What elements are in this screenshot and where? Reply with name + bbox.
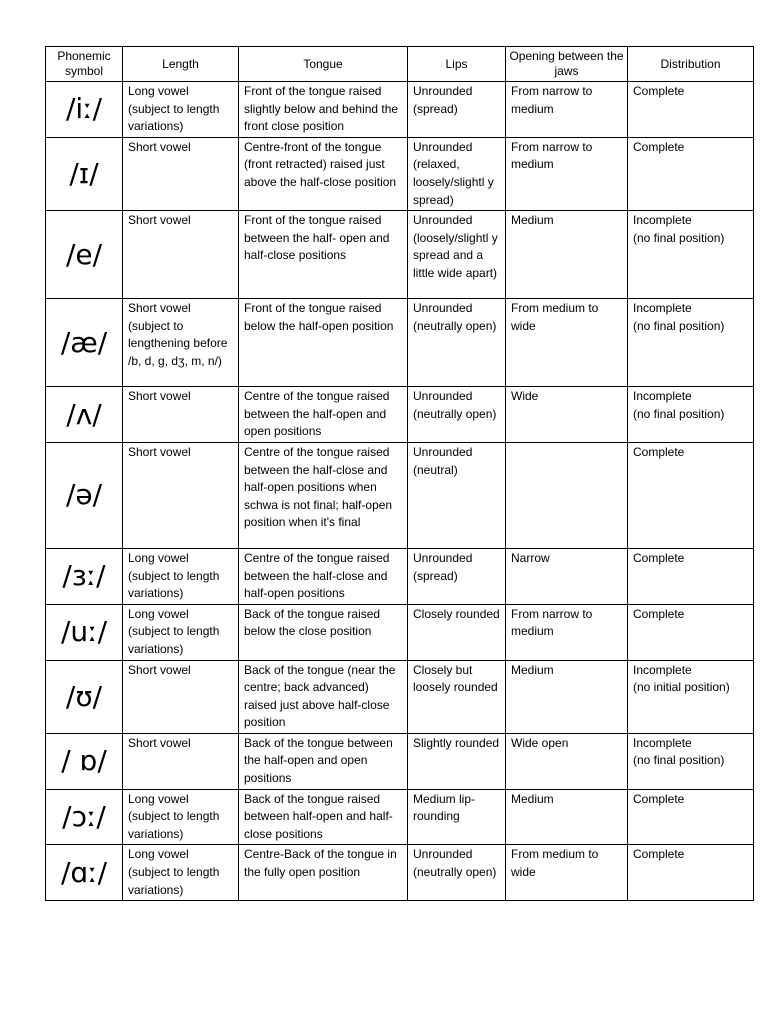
lips-cell	[408, 137, 506, 210]
length-cell	[123, 733, 239, 789]
phonemic-symbol-cell: /ə/	[46, 442, 123, 548]
length-cell	[123, 137, 239, 210]
phonemic-symbol-cell: /ɑː/	[46, 845, 123, 901]
phonemic-symbol-cell: /ʊ/	[46, 660, 123, 733]
distribution-cell	[628, 387, 754, 443]
distribution-cell-text: Complete	[633, 84, 685, 98]
header-row	[46, 47, 754, 82]
tongue-cell-text: Back of the tongue between the half-open and open positions	[244, 735, 393, 786]
jaw-opening-cell-text: From medium to wide	[511, 847, 599, 880]
tongue-cell-text: Back of the tongue raised below the close position	[244, 606, 381, 639]
length-cell-text: Short vowel	[128, 444, 191, 459]
phonemic-symbol-cell: /ʌ/	[46, 387, 123, 443]
length-cell	[123, 604, 239, 660]
tongue-cell-text: Front of the tongue raised below the half-open position	[244, 301, 394, 333]
table-row	[46, 789, 754, 845]
lips-cell	[408, 845, 506, 901]
lips-cell-text: Unrounded (neutral)	[413, 444, 473, 477]
length-cell-text: Short vowel	[128, 389, 191, 404]
lips-cell-text: Slightly rounded	[413, 735, 500, 750]
length-cell	[123, 442, 239, 548]
table-row	[46, 733, 754, 789]
lips-cell-text: Unrounded (neutrally open)	[413, 389, 497, 421]
jaw-opening-cell	[506, 733, 628, 789]
distribution-cell-text: Incomplete (no final position)	[633, 213, 725, 245]
distribution-cell-text: Complete	[633, 444, 685, 459]
vowel-table	[45, 46, 754, 901]
header-distribution: Distribution	[628, 47, 754, 82]
distribution-cell	[628, 442, 754, 548]
tongue-cell-text: Front of the tongue raised between the half- open and half-close positions	[244, 213, 390, 263]
header-lips: Lips	[408, 47, 506, 82]
distribution-cell-text: Complete	[633, 550, 685, 565]
jaw-opening-cell-text: From narrow to medium	[511, 139, 593, 172]
lips-cell-text: Unrounded (neutrally open)	[413, 301, 497, 333]
tongue-cell	[239, 299, 408, 387]
distribution-cell	[628, 211, 754, 299]
jaw-opening-cell-text: Wide open	[511, 735, 569, 750]
table-row	[46, 137, 754, 210]
lips-cell	[408, 660, 506, 733]
length-cell	[123, 387, 239, 443]
tongue-cell	[239, 82, 408, 138]
tongue-cell	[239, 733, 408, 789]
table-row	[46, 604, 754, 660]
distribution-cell-text: Incomplete (no final position)	[633, 301, 725, 333]
tongue-cell	[239, 387, 408, 443]
phonemic-symbol-cell: /ɜː/	[46, 548, 123, 604]
phonemic-symbol-cell: /iː/	[46, 82, 123, 138]
tongue-cell	[239, 137, 408, 210]
length-cell-text: Long vowel (subject to length variations)	[128, 550, 220, 601]
jaw-opening-cell	[506, 387, 628, 443]
distribution-cell-text: Incomplete (no final position)	[633, 735, 725, 768]
tongue-cell	[239, 548, 408, 604]
lips-cell-text: Unrounded (neutrally open)	[413, 847, 497, 880]
tongue-cell-text: Centre-front of the tongue (front retracted) raised just above the half-close position	[244, 139, 397, 189]
distribution-cell-text: Incomplete (no initial position)	[633, 662, 730, 695]
lips-cell-text: Unrounded (spread)	[413, 550, 473, 583]
distribution-cell	[628, 733, 754, 789]
jaw-opening-cell	[506, 604, 628, 660]
phonemic-symbol-cell: / ɒ/	[46, 733, 123, 789]
tongue-cell	[239, 789, 408, 845]
table-row	[46, 442, 754, 548]
distribution-cell	[628, 604, 754, 660]
distribution-cell	[628, 789, 754, 845]
header-tongue: Tongue	[239, 47, 408, 82]
header-jaw-opening: Opening between the jaws	[506, 47, 628, 82]
lips-cell	[408, 442, 506, 548]
tongue-cell	[239, 845, 408, 901]
jaw-opening-cell	[506, 137, 628, 210]
lips-cell	[408, 299, 506, 387]
table-row	[46, 211, 754, 299]
length-cell	[123, 299, 239, 387]
length-cell-text: Short vowel	[128, 139, 191, 154]
table-row	[46, 660, 754, 733]
lips-cell	[408, 604, 506, 660]
table-row	[46, 82, 754, 138]
tongue-cell-text: Back of the tongue raised between half-open and half-close positions	[244, 791, 393, 841]
tongue-cell-text: Centre of the tongue raised between the half-open and open positions	[244, 389, 390, 439]
length-cell	[123, 548, 239, 604]
length-cell	[123, 660, 239, 733]
jaw-opening-cell-text: From narrow to medium	[511, 84, 593, 116]
table-body	[46, 82, 754, 901]
tongue-cell-text: Back of the tongue (near the centre; back advanced) raised just above half-close position	[244, 662, 396, 730]
lips-cell-text: Unrounded (spread)	[413, 84, 473, 116]
length-cell-text: Short vowel	[128, 735, 191, 750]
distribution-cell	[628, 299, 754, 387]
phonemic-symbol-cell: /æ/	[46, 299, 123, 387]
jaw-opening-cell-text: Medium	[511, 213, 554, 228]
lips-cell-text: Unrounded (relaxed, loosely/slightl y spread)	[413, 139, 494, 207]
length-cell	[123, 789, 239, 845]
lips-cell-text: Medium lip-rounding	[413, 791, 476, 824]
phonemic-symbol-cell: /ɪ/	[46, 137, 123, 210]
tongue-cell-text: Centre-Back of the tongue in the fully open position	[244, 847, 397, 880]
length-cell-text: Short vowel	[128, 213, 191, 228]
length-cell-text: Short vowel	[128, 662, 191, 677]
length-cell	[123, 845, 239, 901]
jaw-opening-cell-text: Medium	[511, 791, 554, 806]
tongue-cell-text: Front of the tongue raised slightly below and behind the front close position	[244, 84, 399, 134]
jaw-opening-cell	[506, 211, 628, 299]
jaw-opening-cell	[506, 845, 628, 901]
tongue-cell	[239, 211, 408, 299]
tongue-cell-text: Centre of the tongue raised between the half-close and half-open positions when schwa is not final; half-open position when it's final	[244, 444, 393, 530]
table-row	[46, 548, 754, 604]
lips-cell	[408, 387, 506, 443]
phonemic-symbol-cell: /uː/	[46, 604, 123, 660]
jaw-opening-cell	[506, 82, 628, 138]
length-cell	[123, 82, 239, 138]
length-cell-text: Long vowel (subject to length variations)	[128, 847, 220, 897]
lips-cell-text: Closely but loosely rounded	[413, 662, 498, 695]
jaw-opening-cell	[506, 442, 628, 548]
phonemic-symbol-cell: /ɔː/	[46, 789, 123, 845]
distribution-cell-text: Complete	[633, 791, 685, 806]
phonemic-symbol-cell: /e/	[46, 211, 123, 299]
header-phonemic-symbol: Phonemic symbol	[46, 47, 123, 82]
distribution-cell	[628, 137, 754, 210]
distribution-cell	[628, 845, 754, 901]
jaw-opening-cell	[506, 789, 628, 845]
length-cell-text: Long vowel (subject to length variations)	[128, 84, 220, 134]
jaw-opening-cell-text: Narrow	[511, 550, 550, 565]
distribution-cell-text: Complete	[633, 139, 685, 154]
lips-cell	[408, 733, 506, 789]
jaw-opening-cell-text: Medium	[511, 662, 554, 677]
lips-cell	[408, 789, 506, 845]
jaw-opening-cell	[506, 299, 628, 387]
lips-cell	[408, 82, 506, 138]
distribution-cell-text: Complete	[633, 847, 685, 862]
tongue-cell-text: Centre of the tongue raised between the half-close and half-open positions	[244, 550, 390, 601]
jaw-opening-cell	[506, 660, 628, 733]
jaw-opening-cell	[506, 548, 628, 604]
distribution-cell-text: Complete	[633, 606, 685, 621]
length-cell-text: Short vowel (subject to lengthening before /b, d, g, dʒ, m, n/)	[128, 301, 228, 368]
lips-cell-text: Closely rounded	[413, 606, 500, 621]
tongue-cell	[239, 442, 408, 548]
lips-cell	[408, 548, 506, 604]
lips-cell	[408, 211, 506, 299]
distribution-cell	[628, 548, 754, 604]
length-cell-text: Long vowel (subject to length variations)	[128, 791, 220, 841]
jaw-opening-cell-text: From medium to wide	[511, 301, 599, 333]
length-cell	[123, 211, 239, 299]
tongue-cell	[239, 604, 408, 660]
jaw-opening-cell-text: Wide	[511, 389, 539, 404]
table-row	[46, 299, 754, 387]
lips-cell-text: Unrounded (loosely/slightl y spread and a little wide apart)	[413, 213, 498, 280]
table-header	[46, 47, 754, 82]
tongue-cell	[239, 660, 408, 733]
table-row	[46, 387, 754, 443]
header-length: Length	[123, 47, 239, 82]
distribution-cell	[628, 660, 754, 733]
jaw-opening-cell-text: From narrow to medium	[511, 606, 593, 639]
distribution-cell-text: Incomplete (no final position)	[633, 389, 725, 421]
table-row	[46, 845, 754, 901]
distribution-cell	[628, 82, 754, 138]
length-cell-text: Long vowel (subject to length variations)	[128, 606, 220, 656]
